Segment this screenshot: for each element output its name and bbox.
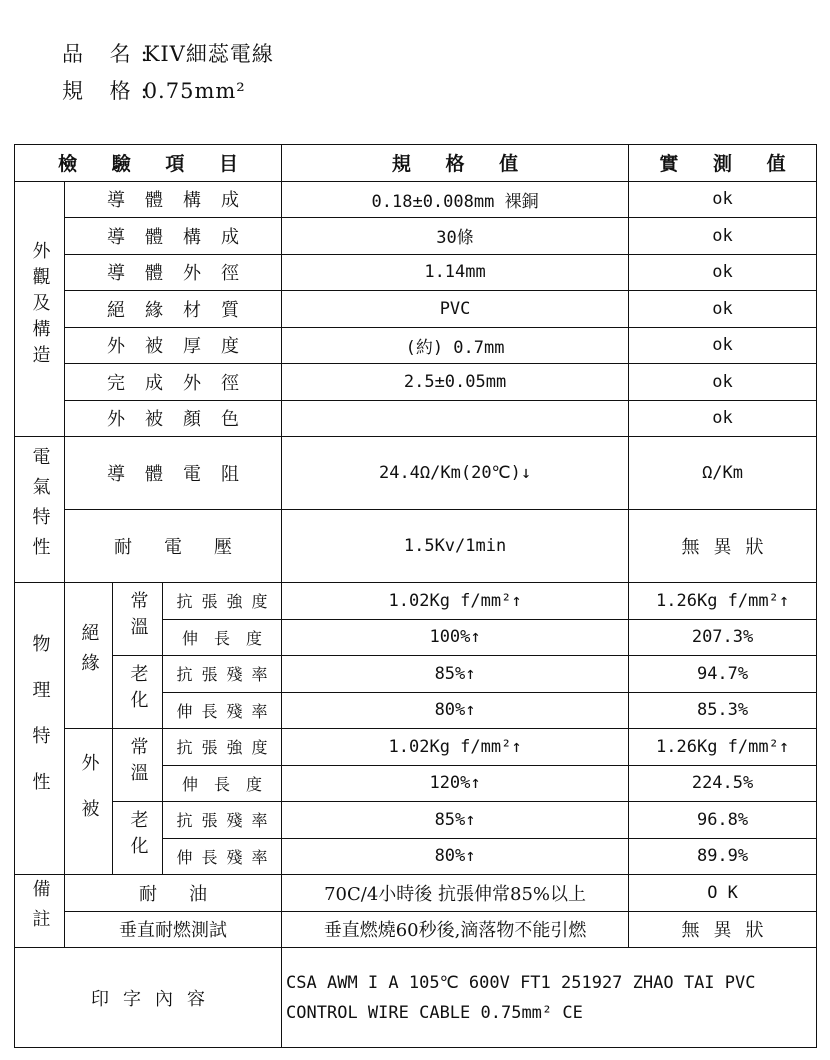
spec-cell: 1.5Kv/1min — [282, 510, 629, 583]
spec-cell: 1.02Kg f/mm²↑ — [282, 583, 629, 620]
item-cell: 絕緣材質 — [65, 291, 282, 328]
item-cell: 導體構成 — [65, 218, 282, 255]
measured-cell: ok — [629, 181, 817, 218]
item-cell: 抗張殘率 — [163, 656, 282, 693]
measured-cell: 1.26Kg f/mm²↑ — [629, 583, 817, 620]
measured-cell: ok — [629, 364, 817, 401]
spec-cell: 85%↑ — [282, 802, 629, 839]
item-cell: 耐油 — [65, 875, 282, 912]
subgroup-sheath: 外被 — [65, 729, 113, 875]
table-row — [15, 656, 817, 693]
measured-cell: 224.5% — [629, 765, 817, 802]
measured-cell: O K — [629, 875, 817, 912]
table-row — [15, 400, 817, 437]
condition-aged: 老化 — [113, 802, 163, 875]
measured-cell: 89.9% — [629, 838, 817, 875]
col-header-item: 檢 驗 項 目 — [15, 145, 282, 182]
spec-cell: 80%↑ — [282, 838, 629, 875]
spec-cell: 120%↑ — [282, 765, 629, 802]
spec-value: 0.75mm² — [143, 79, 246, 103]
spec-cell: 85%↑ — [282, 656, 629, 693]
item-cell: 伸長殘率 — [163, 692, 282, 729]
table-row — [15, 911, 817, 948]
measured-cell: 無異狀 — [629, 510, 817, 583]
spec-cell: 1.14mm — [282, 254, 629, 291]
measured-cell: 1.26Kg f/mm²↑ — [629, 729, 817, 766]
condition-normal: 常溫 — [113, 729, 163, 802]
measured-cell: ok — [629, 218, 817, 255]
item-cell: 完成外徑 — [65, 364, 282, 401]
group-physical: 物理特性 — [15, 583, 65, 875]
table-row — [15, 291, 817, 328]
subgroup-insulation: 絕緣 — [65, 583, 113, 729]
spec-line — [62, 75, 246, 105]
spec-cell: 1.02Kg f/mm²↑ — [282, 729, 629, 766]
product-name-line — [62, 38, 274, 68]
table-row — [15, 254, 817, 291]
measured-cell: 94.7% — [629, 656, 817, 693]
item-cell: 外被厚度 — [65, 327, 282, 364]
spec-cell: 80%↑ — [282, 692, 629, 729]
item-cell: 外被顏色 — [65, 400, 282, 437]
measured-cell: 96.8% — [629, 802, 817, 839]
item-cell: 導體構成 — [65, 181, 282, 218]
printing-content — [282, 948, 817, 1048]
group-remarks: 備註 — [15, 875, 65, 948]
inspection-table — [14, 144, 817, 1048]
spec-cell: 100%↑ — [282, 619, 629, 656]
printing-line-1: CSA AWM I A 105℃ 600V FT1 251927 ZHAO TAI PVC — [286, 972, 756, 993]
item-cell: 伸長殘率 — [163, 838, 282, 875]
condition-normal: 常溫 — [113, 583, 163, 656]
item-cell: 導體電阻 — [65, 437, 282, 510]
item-cell: 伸長度 — [163, 765, 282, 802]
measured-cell: 207.3% — [629, 619, 817, 656]
spec-cell: 30條 — [282, 218, 629, 255]
spec-cell: 70C/4小時後 抗張伸常85%以上 — [282, 875, 629, 912]
table-row — [15, 364, 817, 401]
spec-cell: 2.5±0.05mm — [282, 364, 629, 401]
col-header-spec: 規 格 值 — [282, 145, 629, 182]
item-cell: 垂直耐燃測試 — [65, 911, 282, 948]
measured-cell: ok — [629, 400, 817, 437]
group-electrical: 電氣特性 — [15, 437, 65, 583]
table-row — [15, 437, 817, 510]
measured-cell: 無異狀 — [629, 911, 817, 948]
measured-cell: Ω/Km — [629, 437, 817, 510]
table-row — [15, 729, 817, 766]
spec-cell: 24.4Ω/Km(20℃)↓ — [282, 437, 629, 510]
item-cell: 抗張強度 — [163, 583, 282, 620]
condition-aged: 老化 — [113, 656, 163, 729]
table-row — [15, 583, 817, 620]
table-row — [15, 218, 817, 255]
spec-cell: (約) 0.7mm — [282, 327, 629, 364]
measured-cell: ok — [629, 291, 817, 328]
table-row — [15, 181, 817, 218]
product-name-label: 品 名: — [62, 42, 158, 66]
table-row — [15, 327, 817, 364]
measured-cell: ok — [629, 254, 817, 291]
group-appearance: 外觀及構造 — [15, 181, 65, 437]
measured-cell: ok — [629, 327, 817, 364]
table-row — [15, 875, 817, 912]
item-cell: 抗張殘率 — [163, 802, 282, 839]
spec-label: 規 格: — [62, 79, 158, 103]
item-cell: 耐電壓 — [65, 510, 282, 583]
product-name-value: KIV細蕊電線 — [143, 42, 274, 66]
table-row — [15, 802, 817, 839]
printing-row — [15, 948, 817, 1048]
spec-cell — [282, 400, 629, 437]
printing-label: 印字內容 — [15, 948, 282, 1048]
item-cell: 伸長度 — [163, 619, 282, 656]
spec-cell: 垂直燃燒60秒後,滴落物不能引燃 — [282, 911, 629, 948]
measured-cell: 85.3% — [629, 692, 817, 729]
printing-line-2: CONTROL WIRE CABLE 0.75mm² CE — [286, 1002, 583, 1023]
table-row — [15, 510, 817, 583]
spec-cell: PVC — [282, 291, 629, 328]
item-cell: 導體外徑 — [65, 254, 282, 291]
table-header-row — [15, 145, 817, 182]
item-cell: 抗張強度 — [163, 729, 282, 766]
col-header-measured: 實 測 值 — [629, 145, 817, 182]
spec-cell: 0.18±0.008mm 裸銅 — [282, 181, 629, 218]
